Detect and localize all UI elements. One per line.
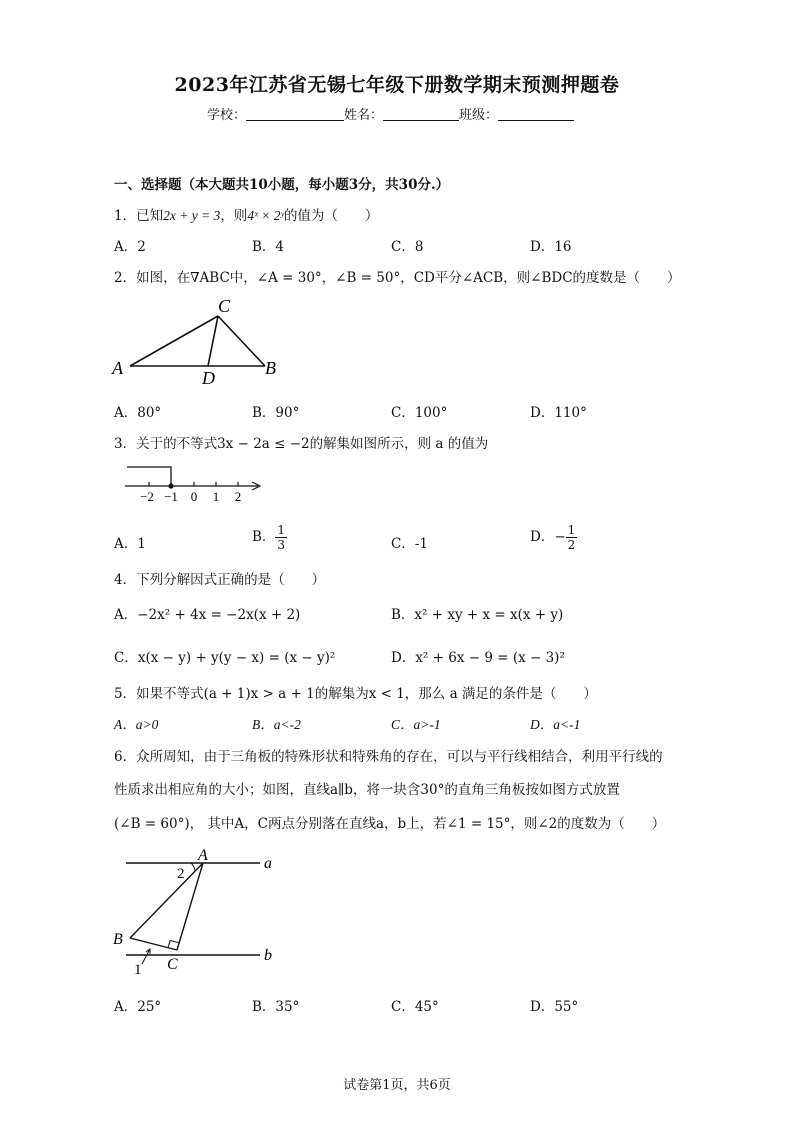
q6-option-b[interactable]: B．35°: [252, 999, 300, 1015]
q1-text-b: ，则: [220, 208, 248, 224]
q2-option-b[interactable]: B．90°: [252, 405, 300, 421]
q2-label-c: C: [218, 296, 231, 316]
q3-tick-label-m2: −2: [140, 489, 154, 504]
q3-option-d-numerator: 1: [567, 523, 576, 537]
q1-expr-1: 2x + y = 3: [163, 208, 221, 223]
q3-option-a[interactable]: A．1: [114, 536, 146, 552]
question-5: [114, 682, 597, 702]
q1-text-a: 已知: [136, 208, 164, 224]
q2-option-c[interactable]: C．100°: [391, 405, 448, 421]
q3-solid-point: [168, 483, 173, 488]
q3-option-d-denominator: 2: [567, 538, 576, 552]
q3-text: 关于的不等式3x − 2a ≤ −2的解集如图所示，则 a 的值为: [136, 436, 489, 452]
section-heading: 一、选择题（本大题共10小题，每小题3分，共30分.）: [114, 177, 450, 193]
q4-option-c[interactable]: C．x(x − y) + y(y − x) = (x − y)²: [114, 650, 336, 666]
q3-option-b-denominator: 3: [277, 538, 286, 552]
q5-number: 5．: [114, 686, 137, 702]
q1-number: 1．: [114, 208, 137, 224]
school-blank[interactable]: [246, 107, 344, 121]
q6-option-a[interactable]: A．25°: [114, 999, 162, 1015]
q1-option-a[interactable]: A．2: [114, 239, 146, 255]
page-title: 2023年江苏省无锡七年级下册数学期末预测押题卷: [174, 74, 620, 96]
q6-text-2: 性质求出相应角的大小；如图，直线a∥b，将一块含30°的直角三角板按如图方式放置: [114, 782, 620, 798]
q2-label-d: D: [202, 368, 215, 388]
q3-number: 3．: [114, 436, 137, 452]
class-blank[interactable]: [498, 107, 574, 121]
q4-option-d[interactable]: D．x² + 6x − 9 = (x − 3)²: [391, 650, 565, 666]
q6-angle-2-arc: [191, 863, 195, 872]
name-label: 姓名：: [344, 108, 384, 123]
q3-option-c[interactable]: C．-1: [391, 536, 428, 552]
q1-text-c: 的值为（ ）: [283, 208, 379, 224]
q6-label-b-point: B: [113, 931, 123, 948]
q6-side-bc: [130, 938, 177, 950]
q1-option-d[interactable]: D．16: [530, 239, 572, 255]
q5-option-b[interactable]: B．a<-2: [252, 717, 301, 732]
q2-triangle-figure: [110, 296, 290, 386]
q4-option-a[interactable]: A．−2x² + 4x = −2x(x + 2): [114, 607, 301, 623]
question-1: [114, 204, 378, 224]
q6-label-angle-2: 2: [177, 866, 185, 882]
q6-option-c[interactable]: C．45°: [391, 999, 439, 1015]
q3-option-b-prefix: B．: [252, 529, 276, 545]
q6-parallel-lines-figure: [110, 846, 290, 976]
q6-number: 6．: [114, 749, 137, 765]
school-label: 学校：: [207, 108, 247, 123]
q2-side-cb: [218, 316, 265, 366]
q3-option-d[interactable]: [530, 523, 577, 552]
q6-label-c-point: C: [167, 956, 178, 973]
q2-text: 如图，在∇ABC中，∠A = 30°，∠B = 50°，CD平分∠ACB，则∠BDC的度数是（ ）: [136, 270, 681, 286]
q6-label-a-point: A: [198, 847, 208, 864]
name-blank[interactable]: [383, 107, 459, 121]
q4-option-b[interactable]: B．x² + xy + x = x(x + y): [391, 607, 564, 623]
q2-option-a[interactable]: A．80°: [114, 405, 162, 421]
q2-number: 2．: [114, 270, 137, 286]
question-6-line-1: [114, 745, 663, 765]
q6-label-line-a: a: [264, 855, 272, 872]
page-footer: 试卷第1页，共6页: [343, 1078, 451, 1093]
q3-option-b-numerator: 1: [277, 523, 286, 537]
q2-label-b: B: [265, 358, 276, 378]
q6-text-3: (∠B = 60°)， 其中A，C两点分别落在直线a，b上，若∠1 = 15°，则∠2的度数为（ ）: [114, 816, 666, 832]
q5-option-a[interactable]: A．a>0: [114, 717, 159, 732]
q3-number-line: [120, 462, 270, 504]
question-2: [114, 266, 681, 286]
q6-option-d[interactable]: D．55°: [530, 999, 579, 1015]
q6-label-angle-1: 1: [134, 962, 142, 978]
q3-tick-label-0: 0: [190, 489, 198, 504]
q3-tick-label-m1: −1: [164, 489, 178, 504]
q2-option-d[interactable]: D．110°: [530, 405, 587, 421]
q3-option-d-fraction: [566, 523, 578, 552]
q6-angle-1-pointer: [142, 949, 150, 964]
q5-option-d[interactable]: D．a<-1: [530, 717, 581, 732]
q3-option-b[interactable]: [252, 523, 287, 552]
q5-text: 如果不等式(a + 1)x > a + 1的解集为x < 1，那么 a 满足的条件是（ ）: [136, 686, 597, 702]
class-label: 班级：: [459, 108, 499, 123]
q6-label-line-b: b: [264, 947, 272, 964]
q1-option-b[interactable]: B．4: [252, 239, 285, 255]
q1-option-c[interactable]: C．8: [391, 239, 424, 255]
q5-option-c[interactable]: C．a>-1: [391, 717, 441, 732]
student-info-line: [207, 104, 574, 123]
question-4: [114, 568, 325, 588]
q2-label-a: A: [112, 358, 123, 378]
q3-tick-label-1: 1: [212, 489, 220, 504]
q3-tick-label-2: 2: [234, 489, 242, 504]
q2-bisector-cd: [208, 316, 218, 366]
question-3: [114, 432, 488, 452]
q4-text: 下列分解因式正确的是（ ）: [136, 572, 326, 588]
q1-expr-2: 4ˣ × 2ʸ: [247, 208, 284, 223]
q3-option-d-prefix: D．−: [530, 529, 566, 545]
q2-side-ac: [130, 316, 218, 366]
q6-text-1: 众所周知，由于三角板的特殊形状和特殊角的存在，可以与平行线相结合，利用平行线的: [136, 749, 663, 765]
q4-number: 4．: [114, 572, 137, 588]
q3-option-b-fraction: [275, 523, 287, 552]
